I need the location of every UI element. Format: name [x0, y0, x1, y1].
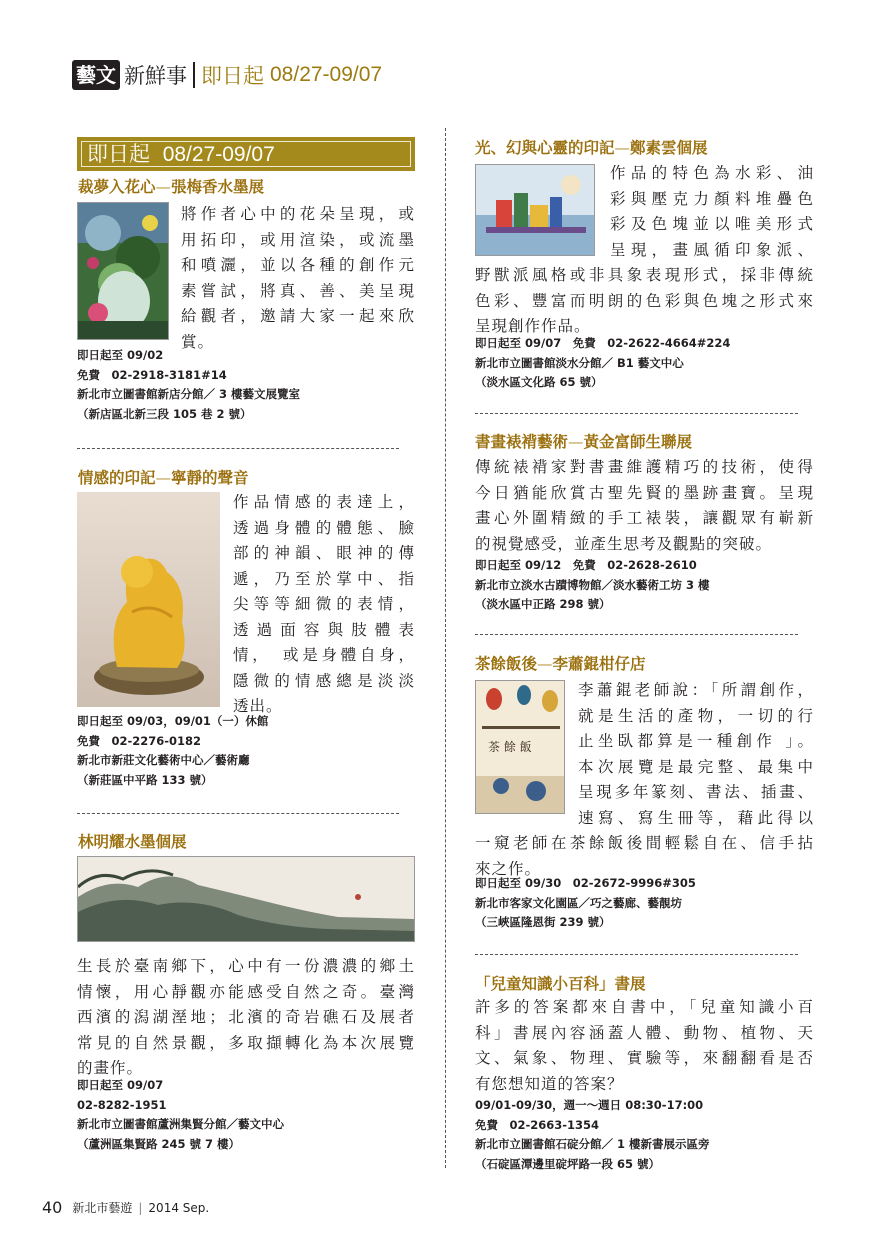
event-title: 裁夢入花心—張梅香水墨展 [78, 178, 265, 196]
event-description-cont: 一窺老師在茶餘飯後間輕鬆自在、信手拈 來之作。 [475, 834, 814, 878]
footer-divider: | [138, 1200, 143, 1215]
page-footer [42, 1198, 209, 1217]
separator [475, 634, 798, 635]
issue-date: 2014 Sep. [148, 1200, 210, 1215]
event-info: 即日起至 09/07 02-8282-1951 新北市立圖書館蘆洲集賢分館／藝文中心 （蘆洲區集賢路 245 號 7 樓） [77, 1078, 284, 1151]
separator [475, 954, 798, 955]
svg-text:茶 餘 飯: 茶 餘 飯 [488, 740, 532, 754]
event-image-painting [475, 164, 595, 256]
page-number: 40 [42, 1198, 63, 1217]
event-description: 李蕭錕老師說：「所謂創作， 就是生活的產物，一切的行 止坐臥都算是一種創作 」。 本次展覽是最完整、最集中 呈現多年篆刻、書法、插畫、 速寫、寫生冊等，藉此得以 [578, 681, 814, 827]
event-info: 即日起至 09/02 免費 02-2918-3181#14 新北市立圖書館新店分館／ 3 樓藝文展覽室 （新店區北新三段 105 巷 2 號） [77, 348, 301, 421]
section-badge: 藝文 [72, 60, 120, 90]
separator [77, 813, 399, 814]
event-image-landscape [77, 856, 415, 942]
event-description: 將作者心中的花朵呈現，或 用拓印，或用渲染，或流墨 和噴灑，並以各種的創作元 素嘗試，將真、善、美呈現 給觀者，邀請大家一起來欣 賞。 [181, 205, 415, 351]
event-title: 林明耀水墨個展 [78, 833, 187, 851]
event-image-teahouse [475, 680, 565, 814]
separator [77, 448, 399, 449]
banner-range: 08/27-09/07 [162, 143, 275, 166]
header-divider [193, 62, 195, 88]
magazine-name: 新北市藝遊 [72, 1201, 133, 1215]
column-divider [445, 128, 446, 1168]
event-info: 即日起至 09/30 02-2672-9996#305 新北市客家文化園區／巧之藝廊、藝靚坊 （三峽區隆恩街 239 號） [475, 876, 696, 929]
event-image-sculpture [77, 492, 220, 707]
event-title: 書畫裱褙藝術—黃金富師生聯展 [475, 433, 693, 451]
separator [475, 413, 798, 414]
header-date-range: 08/27-09/07 [270, 63, 383, 86]
event-title: 情感的印記—寧靜的聲音 [78, 469, 249, 487]
event-info: 即日起至 09/12 免費 02-2628-2610 新北市立淡水古蹟博物館／淡水藝術工坊 3 樓 （淡水區中正路 298 號） [475, 558, 710, 611]
section-title: 新鮮事 [124, 64, 187, 88]
date-banner [77, 137, 415, 171]
event-description: 傳統裱褙家對書畫維護精巧的技術，使得 今日猶能欣賞古聖先賢的墨跡畫寶。呈現 畫心外圍精緻的手工裱裝，讓觀眾有嶄新 的視覺感受，並產生思考及觀點的突破。 [475, 458, 814, 553]
header-date-prefix: 即日起 [201, 64, 264, 88]
event-image-flowers [77, 202, 169, 340]
event-description: 作品情感的表達上， 透過身體的體態、臉 部的神韻、眼神的傳 遞，乃至於掌中、指 尖等等細微的表情， 透過面容與肢體表 情， 或是身體自身， 隱微的情感總是淡淡 透出。 [233, 493, 415, 715]
event-description: 許多的答案都來自書中，「兒童知識小百 科」書展內容涵蓋人體、動物、植物、天 文、氣象、物理、實驗等，來翻翻看是否 有您想知道的答案？ [475, 998, 814, 1093]
event-title: 「兒童知識小百科」書展 [475, 975, 646, 993]
event-info: 即日起至 09/07 免費 02-2622-4664#224 新北市立圖書館淡水分館／ B1 藝文中心 （淡水區文化路 65 號） [475, 336, 731, 389]
event-title: 光、幻與心靈的印記—鄭素雲個展 [475, 139, 708, 157]
event-title: 茶餘飯後—李蕭錕柑仔店 [475, 655, 646, 673]
event-info: 09/01-09/30，週一～週日 08:30-17:00 免費 02-2663-1354 新北市立圖書館石碇分館／ 1 樓新書展示區旁 （石碇區潭邊里碇坪路一段 65 號） [475, 1098, 710, 1171]
event-description: 生長於臺南鄉下，心中有一份濃濃的鄉土 情懷，用心靜觀亦能感受自然之奇。臺灣 西濱的潟湖溼地；北濱的奇岩礁石及展者 常見的自然景觀，多取擷轉化為本次展覽 的畫作。 [77, 957, 415, 1077]
banner-prefix: 即日起 [87, 142, 150, 166]
event-info: 即日起至 09/03，09/01（一）休館 免費 02-2276-0182 新北市新莊文化藝術中心／藝術廳 （新莊區中平路 133 號） [77, 714, 269, 787]
event-description: 作品的特色為水彩、油 彩與壓克力顏料堆疊色 彩及色塊並以唯美形式 呈現，畫風循印象派、 [610, 164, 814, 259]
event-description-cont: 野獸派風格或非具象表現形式，採非傳統 色彩、豐富而明朗的色彩與色塊之形式來 呈現創作作品。 [475, 266, 814, 335]
page-header [72, 60, 382, 90]
